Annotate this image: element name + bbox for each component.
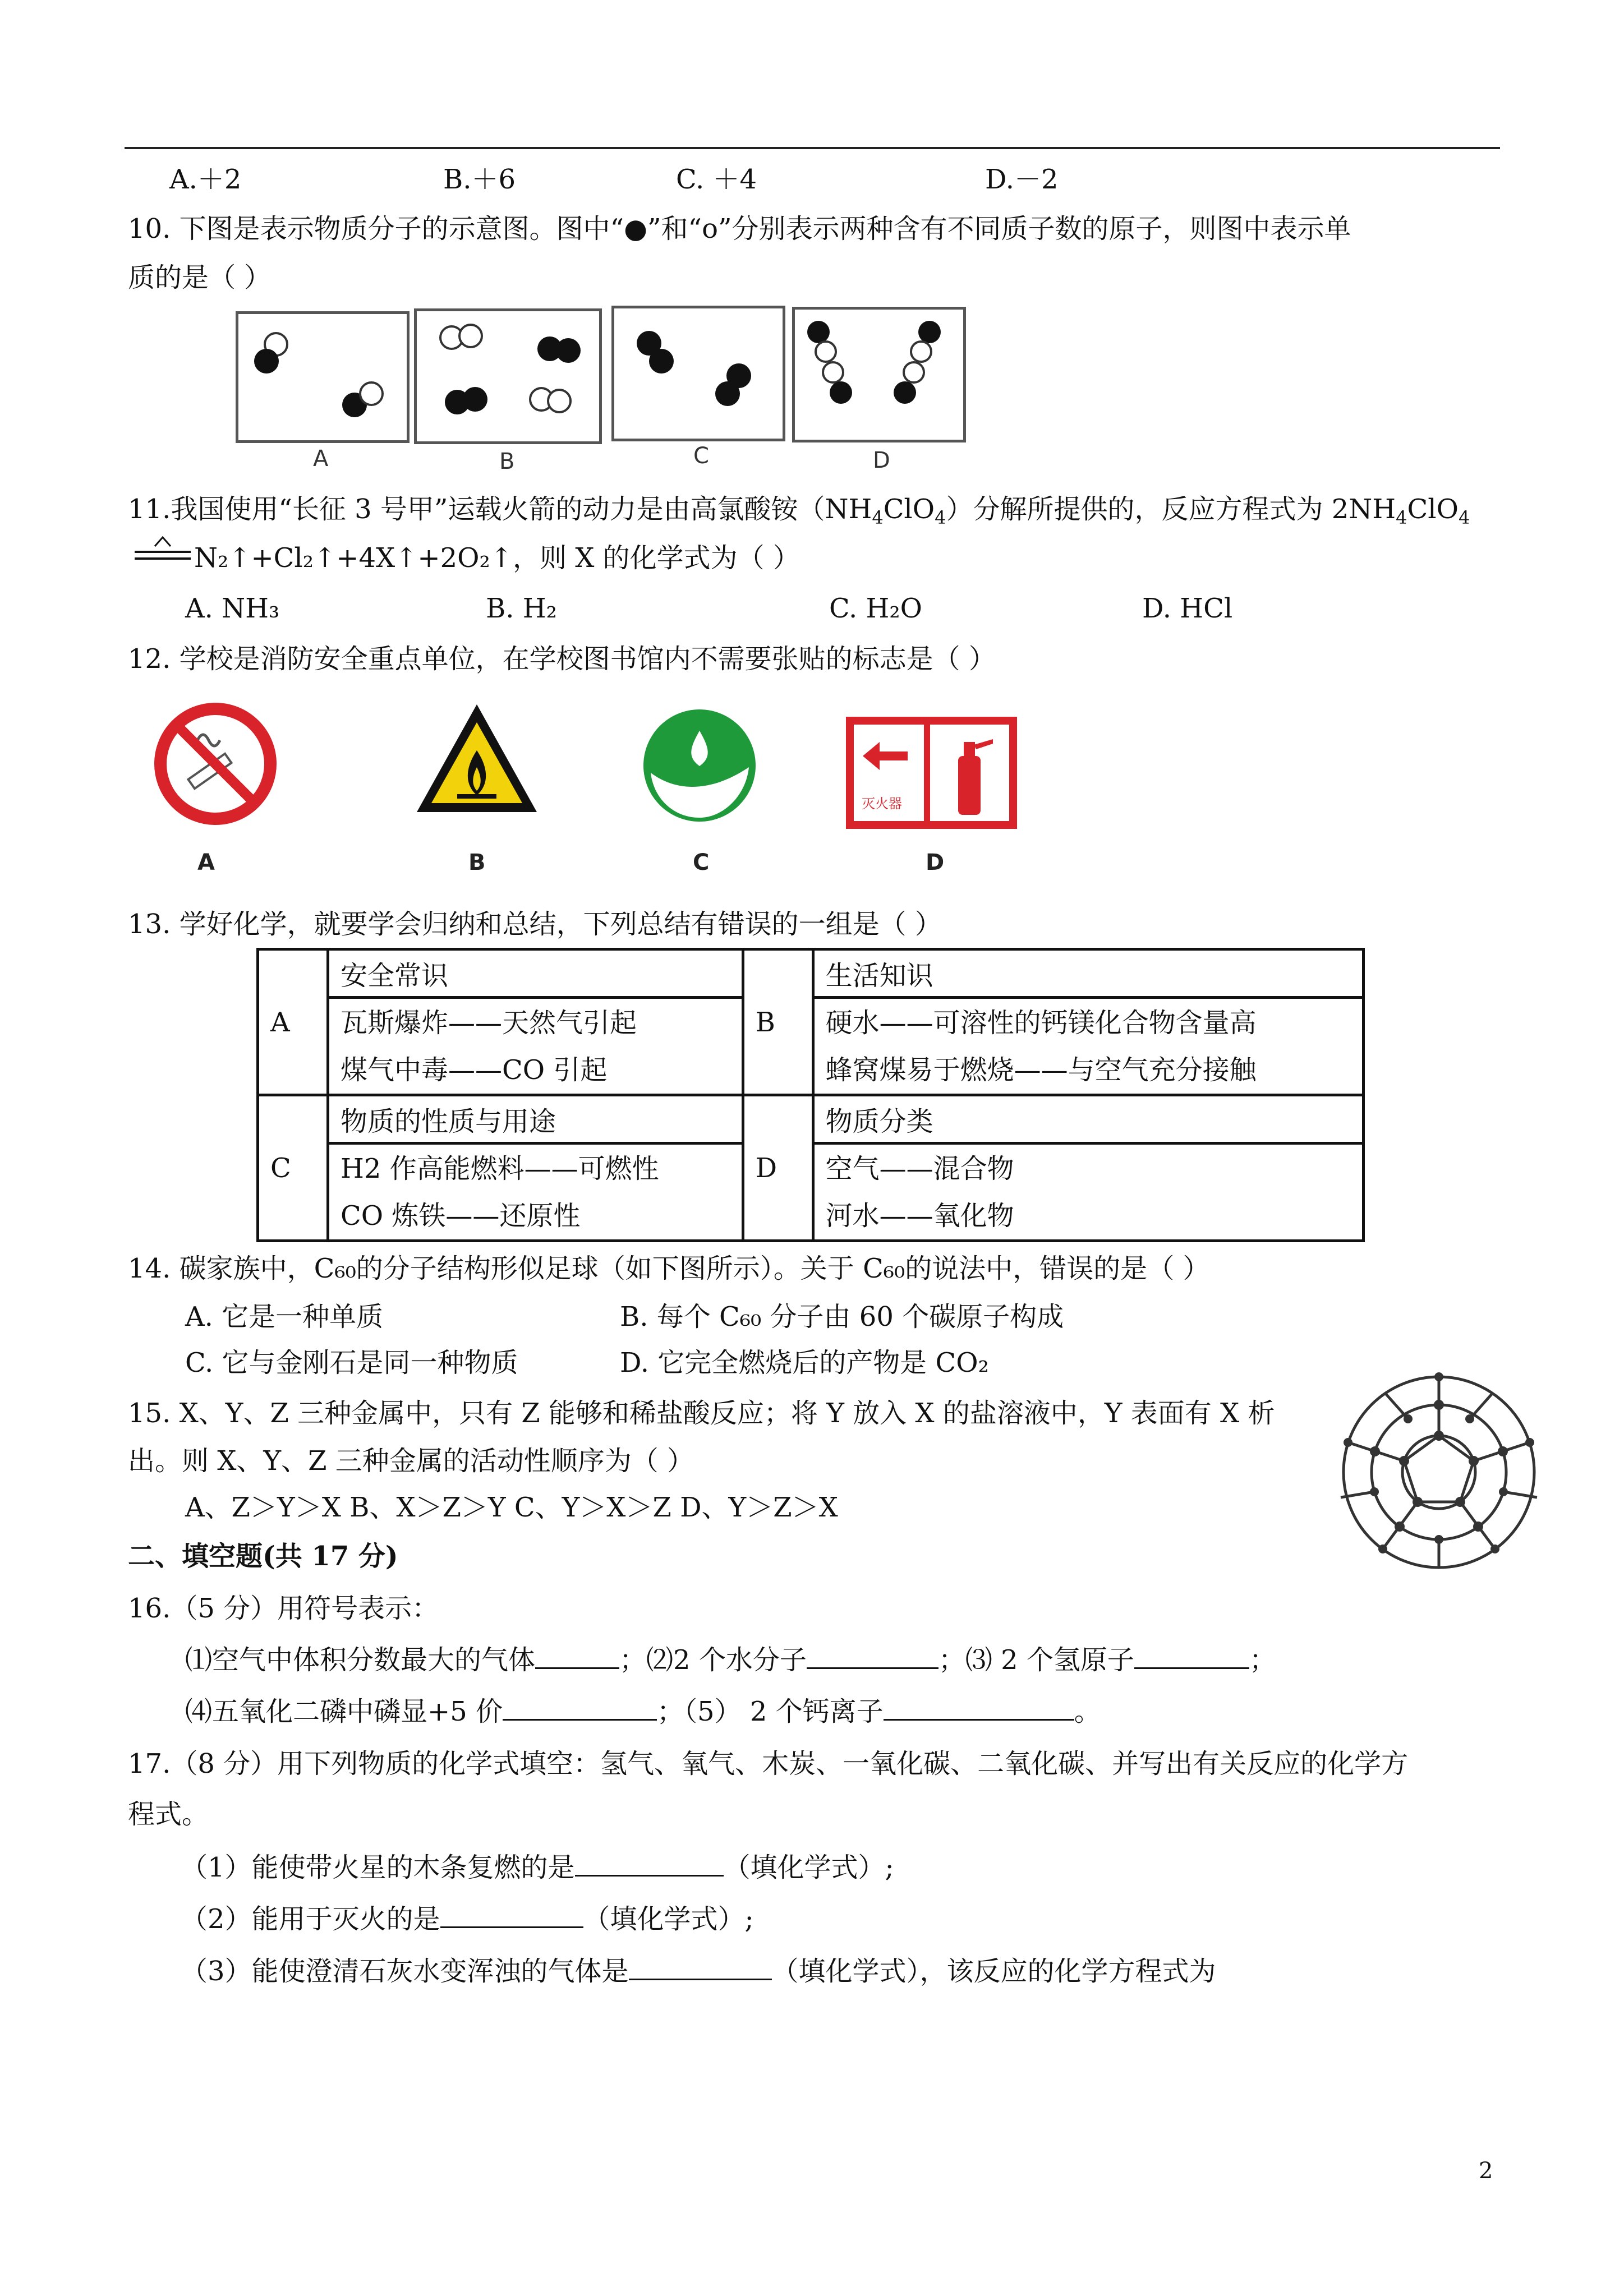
q13-label-c: C <box>258 1095 328 1241</box>
q17-line2: 程式。 <box>128 1799 209 1830</box>
q12-label-c: C <box>693 850 710 875</box>
q11-option-b: B. H₂ <box>486 593 557 624</box>
q10-box-c <box>611 306 785 441</box>
q13-head-b: 生活知识 <box>813 949 1363 998</box>
q11-option-a: A. NH₃ <box>185 593 280 624</box>
q16-blank-5[interactable] <box>884 1719 1074 1721</box>
q14-option-a: A. 它是一种单质 <box>185 1301 384 1333</box>
q17-blank-1[interactable] <box>575 1875 724 1877</box>
q15-line2: 出。则 X、Y、Z 三种金属的活动性顺序为（ ） <box>128 1445 694 1477</box>
q17-part3: （3）能使澄清石灰水变浑浊的气体是 （填化学式），该反应的化学方程式为 <box>181 1956 1216 1987</box>
q12-label-d: D <box>926 850 945 875</box>
q14-option-c: C. 它与金刚石是同一种物质 <box>185 1347 518 1378</box>
q13-table <box>256 948 1365 1242</box>
q9-option-a: A.＋2 <box>169 164 242 195</box>
q13-body-a: 瓦斯爆炸——天然气引起 煤气中毒——CO 引起 <box>328 998 743 1095</box>
q13-head-c: 物质的性质与用途 <box>328 1095 743 1144</box>
q17-blank-3[interactable] <box>629 1979 772 1980</box>
q16-blank-3[interactable] <box>1134 1667 1249 1669</box>
q9-option-d: D.－2 <box>985 164 1059 195</box>
heat-equals-sign <box>135 534 191 568</box>
q12-label-a: A <box>197 850 215 875</box>
section-2-title: 二、填空题(共 17 分) <box>128 1541 398 1572</box>
q17-part1: （1）能使带火星的木条复燃的是 （填化学式）; <box>181 1852 894 1883</box>
q16-blank-2[interactable] <box>807 1667 938 1669</box>
q10-box-d <box>792 307 966 442</box>
q10-label-a: A <box>313 446 329 472</box>
q12-label-b: B <box>468 850 486 875</box>
q14-option-d: D. 它完全燃烧后的产物是 CO₂ <box>620 1347 989 1378</box>
q10-box-b <box>414 308 602 444</box>
q13-stem: 13. 学好化学，就要学会归纳和总结，下列总结有错误的一组是（ ） <box>128 909 942 940</box>
q9-option-c: C. ＋4 <box>676 164 757 195</box>
q15-line1: 15. X、Y、Z 三种金属中，只有 Z 能够和稀盐酸反应；将 Y 放入 X 的盐溶液中，Y 表面有 X 析 <box>128 1398 1275 1429</box>
flammable-warning-sign-icon <box>412 700 541 818</box>
q16-line1: ⑴空气中体积分数最大的气体 ；⑵2 个水分子 ；⑶ 2 个氢原子 ； <box>185 1644 1276 1676</box>
q16-blank-1[interactable] <box>535 1667 619 1669</box>
water-saving-sign-icon <box>640 706 760 826</box>
q17-line1: 17.（8 分）用下列物质的化学式填空：氢气、氧气、木炭、一氧化碳、二氧化碳、并写出有关反应的化学方 <box>128 1748 1409 1779</box>
q13-label-b: B <box>743 949 813 1095</box>
q12-stem: 12. 学校是消防安全重点单位，在学校图书馆内不需要张贴的标志是（ ） <box>128 643 996 675</box>
q10-stem-line2: 质的是（ ） <box>128 262 272 293</box>
fire-extinguisher-sign-icon <box>846 717 1017 829</box>
q17-part2: （2）能用于灭火的是 （填化学式）; <box>181 1903 754 1935</box>
q9-option-b: B.＋6 <box>443 164 516 195</box>
page-number: 2 <box>1479 2158 1493 2184</box>
q13-body-d: 空气——混合物 河水——氧化物 <box>813 1144 1363 1241</box>
q13-body-c: H2 作高能燃料——可燃性 CO 炼铁——还原性 <box>328 1144 743 1241</box>
q11-option-c: C. H₂O <box>829 593 922 624</box>
q10-label-b: B <box>499 449 515 474</box>
q16-line2: ⑷五氧化二磷中磷显+5 价 ；（5） 2 个钙离子 。 <box>185 1696 1101 1727</box>
q11-line1: 11.我国使用“长征 3 号甲”运载火箭的动力是由高氯酸铵$(NH_4ClO_4)$分解所提供的，反应方程式为 $2NH_4ClO_4$ <box>128 494 1470 528</box>
q16-stem: 16.（5 分）用符号表示： <box>128 1593 439 1624</box>
q14-option-b: B. 每个 C₆₀ 分子由 60 个碳原子构成 <box>620 1301 1064 1333</box>
q15-options: A、Z＞Y＞X B、X＞Z＞Y C、Y＞X＞Z D、Y＞Z＞X <box>185 1492 838 1523</box>
q10-label-d: D <box>873 448 890 473</box>
q14-stem: 14. 碳家族中，C₆₀的分子结构形似足球（如下图所示）。关于 C₆₀的说法中，错误的是（ ） <box>128 1253 1210 1284</box>
q11-line2: N₂↑+Cl₂↑+4X↑+2O₂↑，则 X 的化学式为（ ） <box>194 542 800 574</box>
q17-blank-2[interactable] <box>440 1926 583 1928</box>
q10-stem-line1: 10. 下图是表示物质分子的示意图。图中“●”和“o”分别表示两种含有不同质子数的原子，则图中表示单 <box>128 213 1351 245</box>
no-smoking-sign-icon <box>153 701 279 827</box>
q10-label-c: C <box>693 443 709 469</box>
c60-molecule-icon <box>1335 1368 1543 1576</box>
q16-blank-4[interactable] <box>503 1719 657 1721</box>
q13-head-d: 物质分类 <box>813 1095 1363 1144</box>
q13-head-a: 安全常识 <box>328 949 743 998</box>
q11-option-d: D. HCl <box>1142 593 1233 624</box>
sign-d-text: 灭火器 <box>862 796 902 812</box>
q13-label-d: D <box>743 1095 813 1241</box>
q13-label-a: A <box>258 949 328 1095</box>
q13-body-b: 硬水——可溶性的钙镁化合物含量高 蜂窝煤易于燃烧——与空气充分接触 <box>813 998 1363 1095</box>
header-rule <box>125 147 1500 149</box>
q10-box-a <box>236 311 410 443</box>
